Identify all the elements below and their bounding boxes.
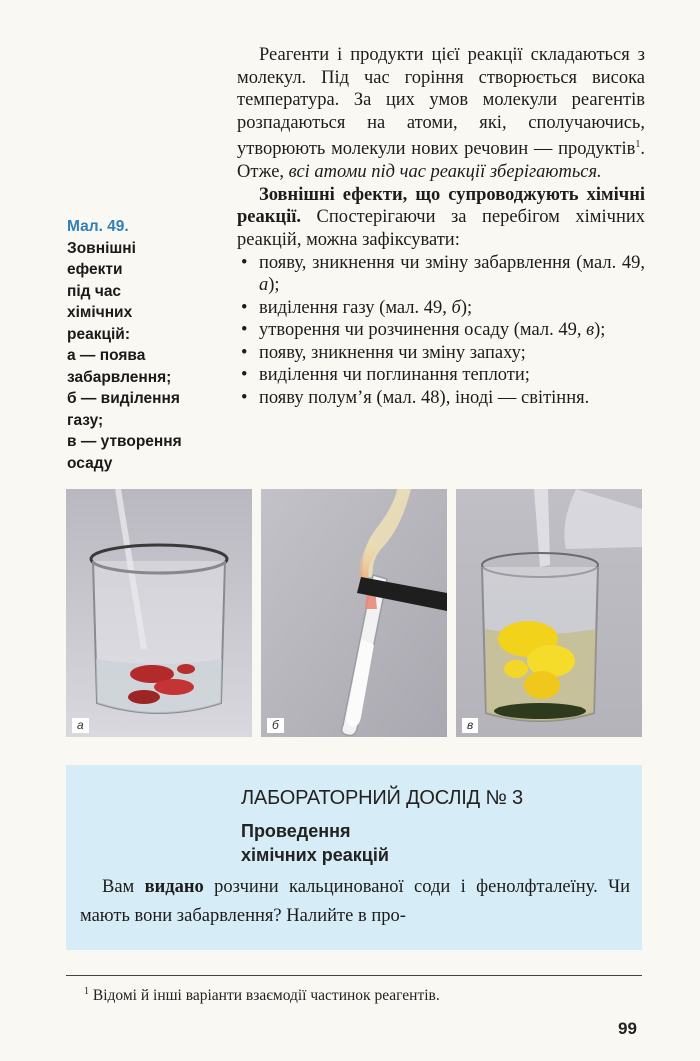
page-number: 99 (618, 1019, 637, 1038)
caption-line: газу; (67, 411, 104, 429)
list-item: • появу полум’я (мал. 48), іноді — світіння. (237, 387, 645, 410)
lab-title-line: хімічних реакцій (241, 845, 389, 865)
lab-experiment-box (66, 765, 642, 950)
caption-line: б — виділення (67, 390, 180, 407)
caption-line: ефекти (67, 261, 123, 278)
paragraph-text: Спостерігаючи за перебігом хімічних реакцій, можна зафіксувати: (237, 207, 645, 250)
footnote-ref: 1 (635, 139, 641, 151)
footnote (84, 986, 440, 1005)
emphasis-text: всі атоми під час реакції зберігаються. (288, 162, 602, 183)
footnote-mark: 1 (84, 986, 89, 997)
photo-label: в (462, 718, 478, 733)
photo-red-colouring (66, 489, 252, 737)
photo-label: а (72, 718, 89, 733)
lab-instructions: Вам видано розчини кальцинованої соди і фенолфталеїну. Чи мають вони забарвлення? Налийте в про- (80, 877, 630, 926)
list-item: • утворення чи розчинення осаду (мал. 49, в); (237, 319, 645, 342)
caption-line: під час (67, 282, 122, 300)
caption-line: в — утворення (67, 433, 182, 450)
list-item: • виділення чи поглинання теплоти; (237, 364, 645, 387)
body-text (237, 44, 645, 410)
list-item: • появу, зникнення чи зміну запаху; (237, 342, 645, 365)
list-item: • появу, зникнення чи зміну забарвлення (мал. 49, а); (237, 252, 645, 297)
caption-line: реакцій: (67, 325, 130, 343)
paragraph-text: Реагенти і продукти цієї реакції складаються з молекул. Під час горіння створюється висока температура. За цих умов молекули реагентів розпадаються на атоми, які, сполучаючись, утворюють молекули нових речовин — продуктів (237, 45, 645, 160)
list-item: • виділення газу (мал. 49, б); (237, 297, 645, 320)
caption-line: забарвлення; (67, 368, 172, 386)
paragraph-reaction-atoms (237, 44, 645, 184)
figure-number: Мал. 49. (67, 218, 129, 235)
footnote-divider (66, 975, 642, 976)
photo-label: б (267, 718, 284, 733)
lab-title (241, 819, 389, 867)
lab-heading: ЛАБОРАТОРНИЙ ДОСЛІД № 3 (241, 787, 523, 809)
figure-caption (67, 216, 227, 474)
photo-precipitate (456, 489, 642, 737)
paragraph-external-effects (237, 184, 645, 252)
section-heading: Зовнішні ефекти, що супроводжують хімічні реакції. (237, 184, 645, 228)
caption-line: а — поява (67, 347, 146, 364)
footnote-text: Відомі й інші варіанти взаємодії частинок реагентів. (89, 987, 440, 1005)
caption-line: осаду (67, 454, 113, 472)
caption-line: хімічних (67, 304, 133, 321)
effects-list (237, 252, 645, 410)
caption-line: Зовнішні (67, 239, 136, 257)
paragraph-text-mid: . Отже, (237, 139, 645, 183)
figure-photos (66, 489, 642, 737)
photo-gas-release (261, 489, 447, 737)
lab-title-line: Проведення (241, 821, 351, 841)
